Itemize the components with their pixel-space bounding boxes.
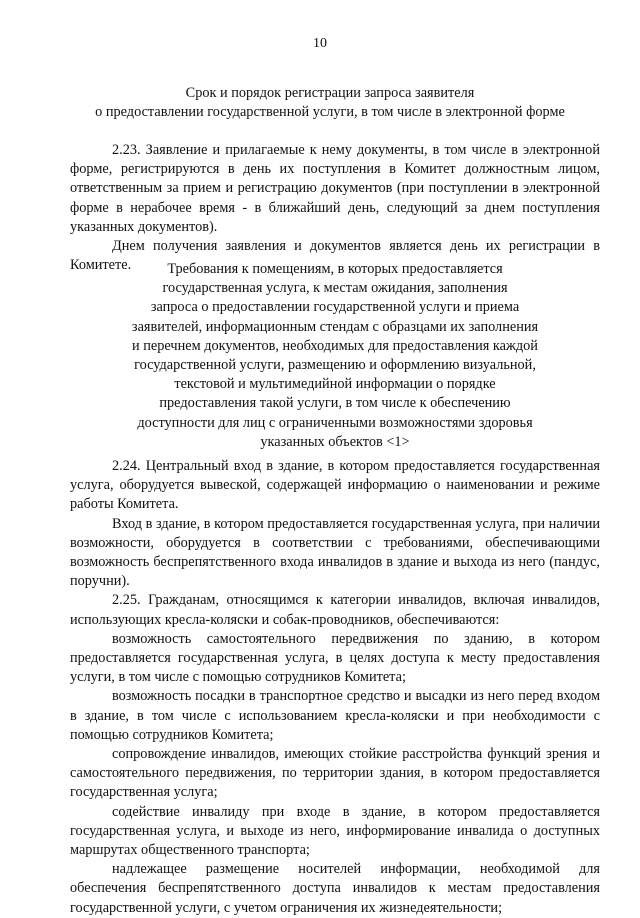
list-item-movement: возможность самостоятельного передвижения по зданию, в котором предоставляется государственная услуга, в целях доступа к месту предоставления услуги, в том числе с помощью сотрудников Комитета;: [70, 630, 600, 686]
list-item-escort: сопровождение инвалидов, имеющих стойкие расстройства функций зрения и самостоятельного передвижения, по территории здания, в котором предоставляется государственная услуга;: [70, 746, 600, 801]
heading-line: о предоставлении государственной услуги, в том числе в электронной форме: [95, 104, 565, 120]
list-item-information: надлежащее размещение носителей информации, необходимой для обеспечения беспрепятственного доступа инвалидов к местам предоставления государственной услуги, с учетом ограничения их жизнедеятельности;: [70, 861, 600, 916]
page-number: 10: [313, 36, 327, 51]
section-heading-premises: [70, 260, 600, 452]
section-body-premises: [70, 457, 600, 918]
paragraph-2-25: 2.25. Гражданам, относящимся к категории инвалидов, включая инвалидов, использующих кресла-коляски и собак-проводников, обеспечиваются:: [70, 592, 600, 628]
list-item-assistance: содействие инвалиду при входе в здание, в котором предоставляется государственная услуга, и выходе из него, информирование инвалида о доступных маршрутах общественного транспорта;: [70, 803, 600, 859]
heading-line: заявителей, информационным стендам с образцами их заполнения: [131, 318, 539, 335]
heading-line: предоставления такой услуги, в том числе к обеспечению: [159, 395, 511, 412]
heading-line: государственная услуга, к местам ожидания, заполнения: [162, 280, 508, 297]
heading-line: государственной услуги, размещению и оформлению визуальной,: [134, 357, 536, 374]
heading-line: доступности для лиц с ограниченными возможностями здоровья: [137, 414, 533, 431]
paragraph-registration-day: Днем получения заявления и документов является день их регистрации в Комитете.: [70, 238, 600, 274]
section-body-registration: [70, 141, 600, 275]
heading-line: текстовой и мультимедийной информации о порядке: [174, 376, 496, 393]
heading-line: указанных объектов <1>: [260, 433, 410, 450]
heading-line: и перечнем документов, необходимых для предоставления каждой: [132, 337, 538, 354]
paragraph-entrance: Вход в здание, в котором предоставляется государственная услуга, при наличии возможности, оборудуется в соответствии с требованиями, обеспечивающими возможность беспрепятственного входа инвалидов в здание и выхода из него (пандус, поручни).: [70, 515, 600, 590]
section-heading-registration: [40, 84, 620, 122]
list-item-transport: возможность посадки в транспортное средство и высадки из него перед входом в здание, в том числе с использованием кресла-коляски и при необходимости с помощью сотрудников Комитета;: [70, 688, 600, 743]
paragraph-2-24: 2.24. Центральный вход в здание, в котором предоставляется государственная услуга, оборудуется вывеской, содержащей информацию о наименовании и режиме работы Комитета.: [70, 458, 600, 513]
heading-line: Срок и порядок регистрации запроса заявителя: [185, 85, 475, 101]
paragraph-2-23: 2.23. Заявление и прилагаемые к нему документы, в том числе в электронной форме, регистрируются в день их поступления в Комитет должностным лицом, ответственным за прием и регистрацию документов (при поступлении в электронной форме в нерабочее время - в ближайший день, следующий за днем поступления указанных документов).: [70, 142, 600, 235]
heading-line: запроса о предоставлении государственной услуги и приема: [150, 299, 520, 316]
heading-line: Требования к помещениям, в которых предоставляется: [167, 261, 503, 277]
